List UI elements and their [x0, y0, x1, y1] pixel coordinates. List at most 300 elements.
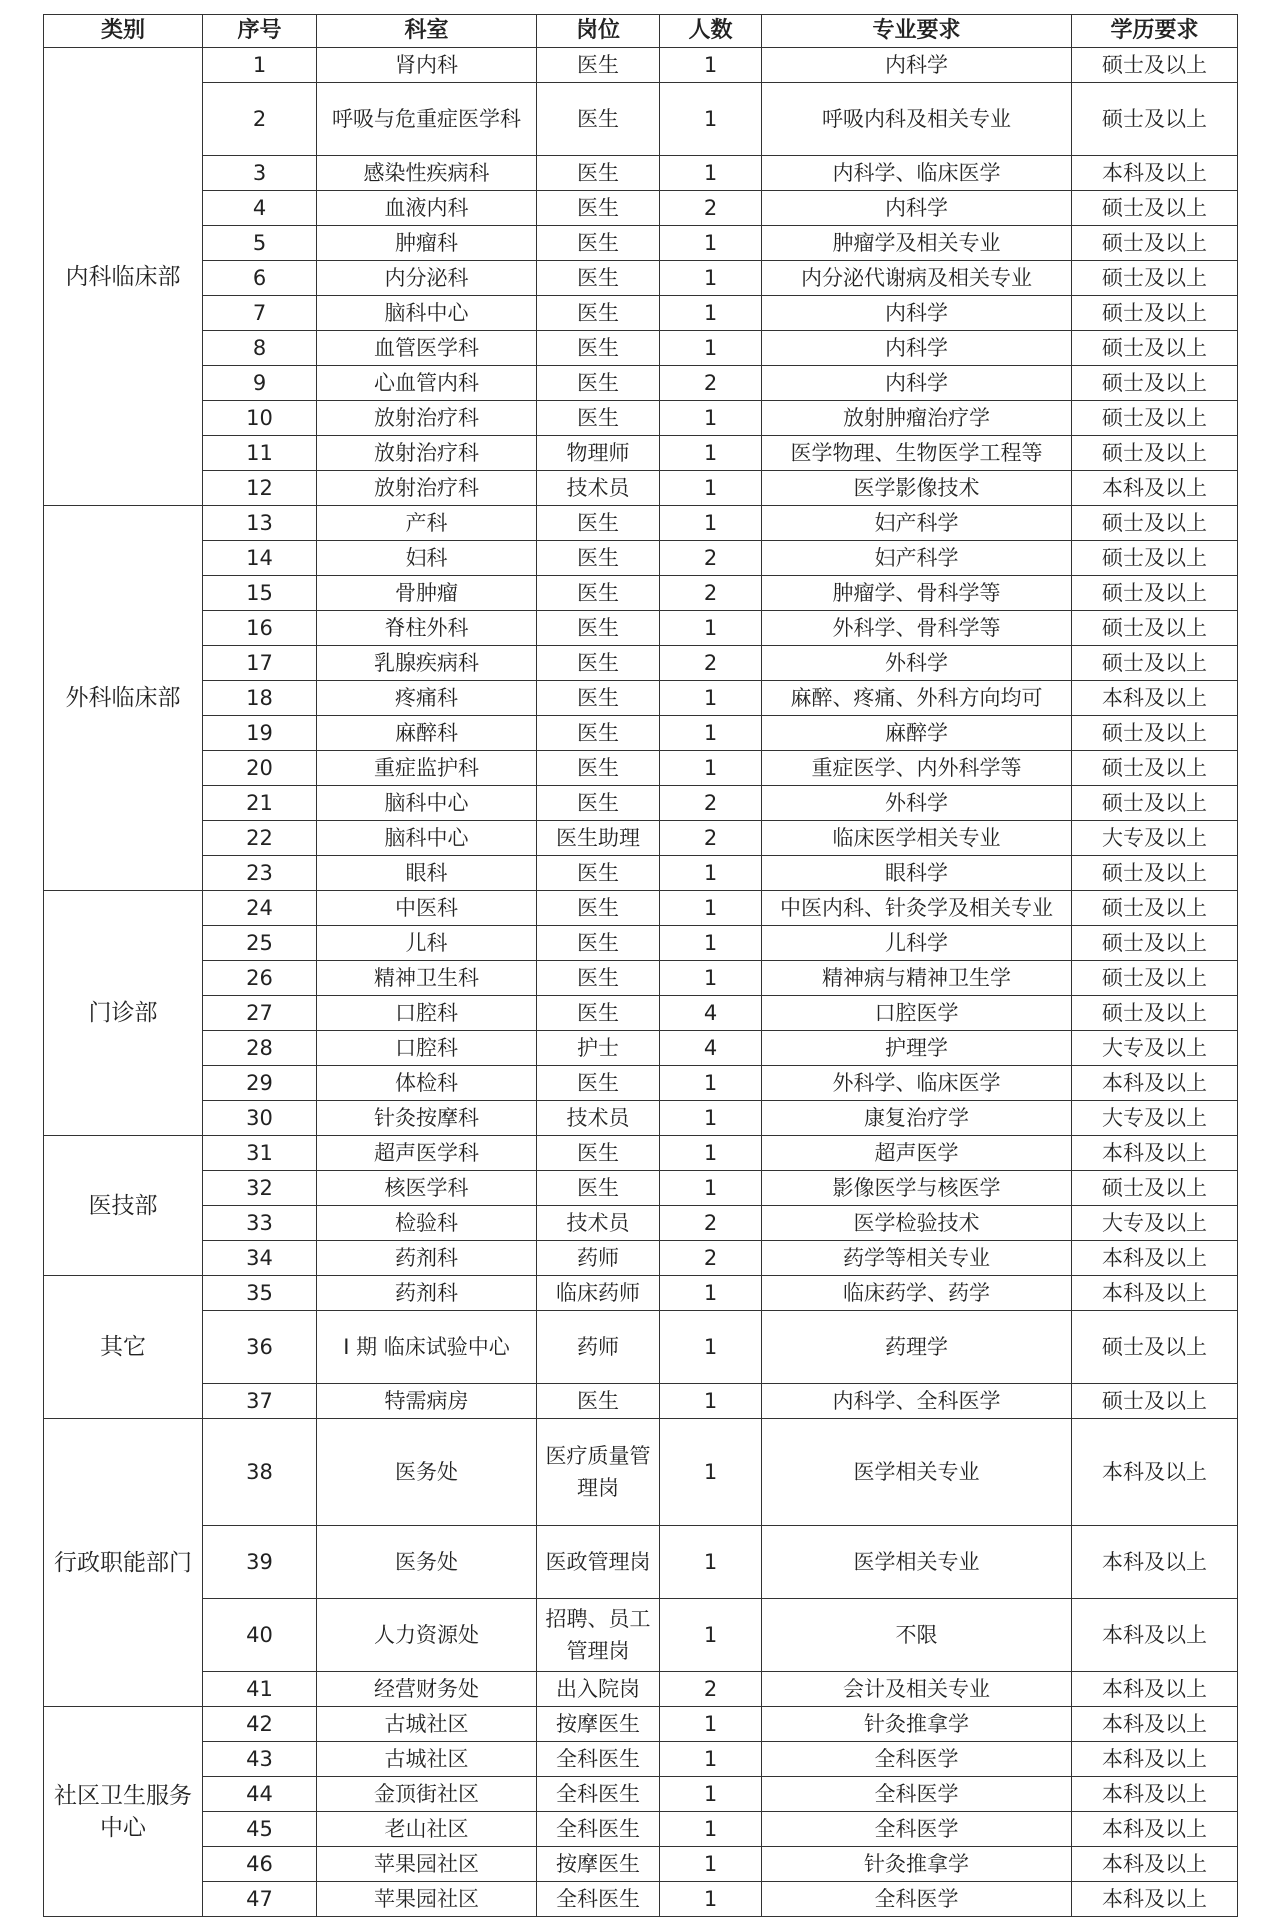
major-cell: 会计及相关专业 [762, 1672, 1072, 1707]
department-cell: 口腔科 [317, 1031, 537, 1066]
headcount-cell: 1 [660, 751, 762, 786]
position-cell: 医生 [537, 1384, 660, 1419]
major-cell: 全科医学 [762, 1742, 1072, 1777]
major-cell: 药理学 [762, 1311, 1072, 1384]
education-cell: 硕士及以上 [1072, 751, 1238, 786]
education-cell: 本科及以上 [1072, 1066, 1238, 1101]
department-cell: 古城社区 [317, 1707, 537, 1742]
row-number-cell: 46 [203, 1847, 317, 1882]
headcount-cell: 1 [660, 1276, 762, 1311]
major-cell: 重症医学、内外科学等 [762, 751, 1072, 786]
position-cell: 医生 [537, 83, 660, 156]
major-cell: 麻醉、疼痛、外科方向均可 [762, 681, 1072, 716]
headcount-cell: 1 [660, 961, 762, 996]
education-cell: 本科及以上 [1072, 1777, 1238, 1812]
headcount-cell: 1 [660, 1101, 762, 1136]
table-row [44, 471, 1238, 506]
headcount-cell: 1 [660, 716, 762, 751]
department-cell: 儿科 [317, 926, 537, 961]
education-cell: 硕士及以上 [1072, 191, 1238, 226]
department-cell: 老山社区 [317, 1812, 537, 1847]
row-number-cell: 21 [203, 786, 317, 821]
table-row [44, 961, 1238, 996]
row-number-cell: 3 [203, 156, 317, 191]
position-cell: 全科医生 [537, 1777, 660, 1812]
headcount-cell: 2 [660, 366, 762, 401]
table-row [44, 1812, 1238, 1847]
table-row [44, 83, 1238, 156]
department-cell: 肾内科 [317, 48, 537, 83]
major-cell: 放射肿瘤治疗学 [762, 401, 1072, 436]
row-number-cell: 39 [203, 1526, 317, 1599]
table-row [44, 891, 1238, 926]
position-cell: 技术员 [537, 1101, 660, 1136]
major-cell: 影像医学与核医学 [762, 1171, 1072, 1206]
table-row [44, 1419, 1238, 1526]
major-cell: 内科学、全科医学 [762, 1384, 1072, 1419]
major-cell: 妇产科学 [762, 506, 1072, 541]
major-cell: 药学等相关专业 [762, 1241, 1072, 1276]
education-cell: 硕士及以上 [1072, 891, 1238, 926]
table-row [44, 401, 1238, 436]
education-cell: 硕士及以上 [1072, 856, 1238, 891]
department-cell: 中医科 [317, 891, 537, 926]
department-cell: 放射治疗科 [317, 436, 537, 471]
position-cell: 医生 [537, 1171, 660, 1206]
major-cell: 医学影像技术 [762, 471, 1072, 506]
education-cell: 硕士及以上 [1072, 611, 1238, 646]
header-education-requirement: 学历要求 [1072, 15, 1238, 48]
education-cell: 硕士及以上 [1072, 541, 1238, 576]
table-row [44, 716, 1238, 751]
row-number-cell: 18 [203, 681, 317, 716]
department-cell: 超声医学科 [317, 1136, 537, 1171]
position-cell: 医生 [537, 191, 660, 226]
headcount-cell: 2 [660, 576, 762, 611]
category-cell: 外科临床部 [44, 506, 203, 891]
position-cell: 全科医生 [537, 1812, 660, 1847]
headcount-cell: 1 [660, 1311, 762, 1384]
row-number-cell: 15 [203, 576, 317, 611]
position-cell: 药师 [537, 1311, 660, 1384]
education-cell: 硕士及以上 [1072, 83, 1238, 156]
row-number-cell: 9 [203, 366, 317, 401]
table-row [44, 786, 1238, 821]
major-cell: 康复治疗学 [762, 1101, 1072, 1136]
headcount-cell: 1 [660, 1171, 762, 1206]
row-number-cell: 6 [203, 261, 317, 296]
major-cell: 肿瘤学、骨科学等 [762, 576, 1072, 611]
table-row [44, 261, 1238, 296]
major-cell: 外科学、临床医学 [762, 1066, 1072, 1101]
department-cell: I 期 临床试验中心 [317, 1311, 537, 1384]
row-number-cell: 41 [203, 1672, 317, 1707]
major-cell: 内科学 [762, 48, 1072, 83]
table-row [44, 1707, 1238, 1742]
row-number-cell: 35 [203, 1276, 317, 1311]
department-cell: 产科 [317, 506, 537, 541]
education-cell: 大专及以上 [1072, 1101, 1238, 1136]
education-cell: 本科及以上 [1072, 1847, 1238, 1882]
table-row [44, 1599, 1238, 1672]
table-row [44, 296, 1238, 331]
row-number-cell: 34 [203, 1241, 317, 1276]
table-row [44, 191, 1238, 226]
table-row [44, 1384, 1238, 1419]
major-cell: 内分泌代谢病及相关专业 [762, 261, 1072, 296]
education-cell: 硕士及以上 [1072, 996, 1238, 1031]
position-cell: 按摩医生 [537, 1847, 660, 1882]
education-cell: 硕士及以上 [1072, 1384, 1238, 1419]
major-cell: 不限 [762, 1599, 1072, 1672]
department-cell: 麻醉科 [317, 716, 537, 751]
row-number-cell: 7 [203, 296, 317, 331]
row-number-cell: 10 [203, 401, 317, 436]
headcount-cell: 1 [660, 436, 762, 471]
row-number-cell: 12 [203, 471, 317, 506]
position-cell: 医生 [537, 1066, 660, 1101]
position-cell: 物理师 [537, 436, 660, 471]
education-cell: 大专及以上 [1072, 821, 1238, 856]
headcount-cell: 1 [660, 83, 762, 156]
headcount-cell: 1 [660, 1707, 762, 1742]
position-cell: 医生 [537, 961, 660, 996]
department-cell: 放射治疗科 [317, 471, 537, 506]
row-number-cell: 26 [203, 961, 317, 996]
education-cell: 硕士及以上 [1072, 1311, 1238, 1384]
table-row [44, 331, 1238, 366]
table-row [44, 996, 1238, 1031]
department-cell: 苹果园社区 [317, 1847, 537, 1882]
major-cell: 全科医学 [762, 1882, 1072, 1917]
table-row [44, 506, 1238, 541]
table-row [44, 48, 1238, 83]
department-cell: 眼科 [317, 856, 537, 891]
header-number: 序号 [203, 15, 317, 48]
position-cell: 医生 [537, 226, 660, 261]
row-number-cell: 28 [203, 1031, 317, 1066]
education-cell: 硕士及以上 [1072, 226, 1238, 261]
row-number-cell: 11 [203, 436, 317, 471]
major-cell: 中医内科、针灸学及相关专业 [762, 891, 1072, 926]
position-cell: 技术员 [537, 1206, 660, 1241]
category-cell: 社区卫生服务中心 [44, 1707, 203, 1917]
major-cell: 呼吸内科及相关专业 [762, 83, 1072, 156]
position-cell: 全科医生 [537, 1882, 660, 1917]
position-cell: 医生 [537, 681, 660, 716]
education-cell: 本科及以上 [1072, 1812, 1238, 1847]
table-row [44, 1101, 1238, 1136]
headcount-cell: 1 [660, 226, 762, 261]
position-cell: 医生 [537, 751, 660, 786]
headcount-cell: 2 [660, 786, 762, 821]
department-cell: 脑科中心 [317, 296, 537, 331]
education-cell: 硕士及以上 [1072, 401, 1238, 436]
education-cell: 硕士及以上 [1072, 786, 1238, 821]
row-number-cell: 33 [203, 1206, 317, 1241]
position-cell: 医生 [537, 856, 660, 891]
row-number-cell: 25 [203, 926, 317, 961]
department-cell: 脑科中心 [317, 821, 537, 856]
department-cell: 药剂科 [317, 1276, 537, 1311]
major-cell: 全科医学 [762, 1812, 1072, 1847]
position-cell: 医生 [537, 576, 660, 611]
department-cell: 放射治疗科 [317, 401, 537, 436]
major-cell: 医学相关专业 [762, 1419, 1072, 1526]
education-cell: 硕士及以上 [1072, 436, 1238, 471]
row-number-cell: 4 [203, 191, 317, 226]
major-cell: 全科医学 [762, 1777, 1072, 1812]
row-number-cell: 16 [203, 611, 317, 646]
education-cell: 本科及以上 [1072, 1419, 1238, 1526]
department-cell: 脑科中心 [317, 786, 537, 821]
major-cell: 针灸推拿学 [762, 1847, 1072, 1882]
position-cell: 医生 [537, 926, 660, 961]
position-cell: 招聘、员工管理岗 [537, 1599, 660, 1672]
department-cell: 检验科 [317, 1206, 537, 1241]
table-row [44, 1206, 1238, 1241]
category-cell: 门诊部 [44, 891, 203, 1136]
table-row [44, 1136, 1238, 1171]
major-cell: 医学物理、生物医学工程等 [762, 436, 1072, 471]
major-cell: 内科学 [762, 191, 1072, 226]
position-cell: 医生助理 [537, 821, 660, 856]
header-position: 岗位 [537, 15, 660, 48]
row-number-cell: 29 [203, 1066, 317, 1101]
position-cell: 技术员 [537, 471, 660, 506]
row-number-cell: 20 [203, 751, 317, 786]
headcount-cell: 1 [660, 1847, 762, 1882]
education-cell: 本科及以上 [1072, 1276, 1238, 1311]
headcount-cell: 1 [660, 156, 762, 191]
major-cell: 儿科学 [762, 926, 1072, 961]
row-number-cell: 42 [203, 1707, 317, 1742]
row-number-cell: 32 [203, 1171, 317, 1206]
headcount-cell: 1 [660, 296, 762, 331]
major-cell: 针灸推拿学 [762, 1707, 1072, 1742]
education-cell: 本科及以上 [1072, 156, 1238, 191]
table-row [44, 1276, 1238, 1311]
department-cell: 脊柱外科 [317, 611, 537, 646]
headcount-cell: 1 [660, 1742, 762, 1777]
category-cell: 医技部 [44, 1136, 203, 1276]
department-cell: 内分泌科 [317, 261, 537, 296]
position-cell: 医生 [537, 261, 660, 296]
headcount-cell: 1 [660, 506, 762, 541]
position-cell: 医生 [537, 366, 660, 401]
major-cell: 外科学 [762, 646, 1072, 681]
table-row [44, 1742, 1238, 1777]
headcount-cell: 1 [660, 1777, 762, 1812]
headcount-cell: 1 [660, 926, 762, 961]
headcount-cell: 1 [660, 681, 762, 716]
headcount-cell: 1 [660, 1812, 762, 1847]
position-cell: 医生 [537, 646, 660, 681]
headcount-cell: 4 [660, 996, 762, 1031]
position-cell: 医生 [537, 541, 660, 576]
row-number-cell: 14 [203, 541, 317, 576]
major-cell: 护理学 [762, 1031, 1072, 1066]
table-row [44, 366, 1238, 401]
major-cell: 临床药学、药学 [762, 1276, 1072, 1311]
table-row [44, 1031, 1238, 1066]
department-cell: 医务处 [317, 1419, 537, 1526]
department-cell: 疼痛科 [317, 681, 537, 716]
headcount-cell: 4 [660, 1031, 762, 1066]
table-row [44, 1526, 1238, 1599]
headcount-cell: 2 [660, 541, 762, 576]
position-cell: 药师 [537, 1241, 660, 1276]
row-number-cell: 45 [203, 1812, 317, 1847]
education-cell: 本科及以上 [1072, 1672, 1238, 1707]
header-major-requirement: 专业要求 [762, 15, 1072, 48]
department-cell: 肿瘤科 [317, 226, 537, 261]
headcount-cell: 1 [660, 611, 762, 646]
row-number-cell: 13 [203, 506, 317, 541]
table-row [44, 821, 1238, 856]
education-cell: 硕士及以上 [1072, 926, 1238, 961]
education-cell: 硕士及以上 [1072, 1171, 1238, 1206]
major-cell: 精神病与精神卫生学 [762, 961, 1072, 996]
education-cell: 硕士及以上 [1072, 261, 1238, 296]
headcount-cell: 2 [660, 1672, 762, 1707]
row-number-cell: 19 [203, 716, 317, 751]
education-cell: 本科及以上 [1072, 1707, 1238, 1742]
major-cell: 内科学 [762, 296, 1072, 331]
education-cell: 硕士及以上 [1072, 646, 1238, 681]
department-cell: 血液内科 [317, 191, 537, 226]
department-cell: 人力资源处 [317, 1599, 537, 1672]
row-number-cell: 2 [203, 83, 317, 156]
table-row [44, 576, 1238, 611]
headcount-cell: 1 [660, 856, 762, 891]
table-row [44, 681, 1238, 716]
headcount-cell: 1 [660, 1419, 762, 1526]
category-cell: 内科临床部 [44, 48, 203, 506]
row-number-cell: 17 [203, 646, 317, 681]
table-row [44, 541, 1238, 576]
position-cell: 全科医生 [537, 1742, 660, 1777]
headcount-cell: 1 [660, 1066, 762, 1101]
department-cell: 针灸按摩科 [317, 1101, 537, 1136]
position-cell: 医生 [537, 156, 660, 191]
position-cell: 出入院岗 [537, 1672, 660, 1707]
major-cell: 医学相关专业 [762, 1526, 1072, 1599]
education-cell: 硕士及以上 [1072, 576, 1238, 611]
education-cell: 本科及以上 [1072, 471, 1238, 506]
row-number-cell: 1 [203, 48, 317, 83]
table-row [44, 1777, 1238, 1812]
department-cell: 骨肿瘤 [317, 576, 537, 611]
headcount-cell: 2 [660, 1206, 762, 1241]
headcount-cell: 2 [660, 1241, 762, 1276]
category-cell: 行政职能部门 [44, 1419, 203, 1707]
department-cell: 体检科 [317, 1066, 537, 1101]
header-headcount: 人数 [660, 15, 762, 48]
department-cell: 古城社区 [317, 1742, 537, 1777]
headcount-cell: 1 [660, 261, 762, 296]
position-cell: 医生 [537, 891, 660, 926]
position-cell: 医生 [537, 401, 660, 436]
headcount-cell: 1 [660, 1136, 762, 1171]
education-cell: 硕士及以上 [1072, 961, 1238, 996]
education-cell: 硕士及以上 [1072, 366, 1238, 401]
headcount-cell: 1 [660, 331, 762, 366]
headcount-cell: 1 [660, 471, 762, 506]
header-category: 类别 [44, 15, 203, 48]
headcount-cell: 1 [660, 1599, 762, 1672]
table-row [44, 646, 1238, 681]
row-number-cell: 23 [203, 856, 317, 891]
education-cell: 硕士及以上 [1072, 296, 1238, 331]
table-row [44, 751, 1238, 786]
major-cell: 麻醉学 [762, 716, 1072, 751]
position-cell: 医生 [537, 296, 660, 331]
major-cell: 妇产科学 [762, 541, 1072, 576]
row-number-cell: 31 [203, 1136, 317, 1171]
position-cell: 医生 [537, 331, 660, 366]
table-row [44, 926, 1238, 961]
table-row [44, 436, 1238, 471]
table-row [44, 611, 1238, 646]
position-cell: 护士 [537, 1031, 660, 1066]
major-cell: 内科学 [762, 366, 1072, 401]
headcount-cell: 1 [660, 891, 762, 926]
major-cell: 肿瘤学及相关专业 [762, 226, 1072, 261]
headcount-cell: 2 [660, 191, 762, 226]
table-row [44, 1847, 1238, 1882]
department-cell: 医务处 [317, 1526, 537, 1599]
department-cell: 特需病房 [317, 1384, 537, 1419]
row-number-cell: 37 [203, 1384, 317, 1419]
major-cell: 口腔医学 [762, 996, 1072, 1031]
table-row [44, 856, 1238, 891]
row-number-cell: 24 [203, 891, 317, 926]
department-cell: 苹果园社区 [317, 1882, 537, 1917]
major-cell: 外科学、骨科学等 [762, 611, 1072, 646]
department-cell: 口腔科 [317, 996, 537, 1031]
major-cell: 超声医学 [762, 1136, 1072, 1171]
headcount-cell: 1 [660, 1526, 762, 1599]
headcount-cell: 1 [660, 1882, 762, 1917]
position-cell: 医疗质量管理岗 [537, 1419, 660, 1526]
headcount-cell: 1 [660, 401, 762, 436]
row-number-cell: 38 [203, 1419, 317, 1526]
table-row [44, 1241, 1238, 1276]
position-cell: 医政管理岗 [537, 1526, 660, 1599]
education-cell: 硕士及以上 [1072, 506, 1238, 541]
headcount-cell: 2 [660, 821, 762, 856]
education-cell: 大专及以上 [1072, 1031, 1238, 1066]
headcount-cell: 2 [660, 646, 762, 681]
education-cell: 硕士及以上 [1072, 716, 1238, 751]
position-cell: 医生 [537, 506, 660, 541]
row-number-cell: 22 [203, 821, 317, 856]
department-cell: 重症监护科 [317, 751, 537, 786]
recruitment-table [43, 14, 1238, 1917]
position-cell: 医生 [537, 716, 660, 751]
position-cell: 医生 [537, 786, 660, 821]
recruitment-table-container [43, 14, 1237, 1917]
education-cell: 硕士及以上 [1072, 48, 1238, 83]
education-cell: 本科及以上 [1072, 1599, 1238, 1672]
row-number-cell: 47 [203, 1882, 317, 1917]
row-number-cell: 36 [203, 1311, 317, 1384]
major-cell: 内科学 [762, 331, 1072, 366]
row-number-cell: 44 [203, 1777, 317, 1812]
department-cell: 药剂科 [317, 1241, 537, 1276]
department-cell: 乳腺疾病科 [317, 646, 537, 681]
